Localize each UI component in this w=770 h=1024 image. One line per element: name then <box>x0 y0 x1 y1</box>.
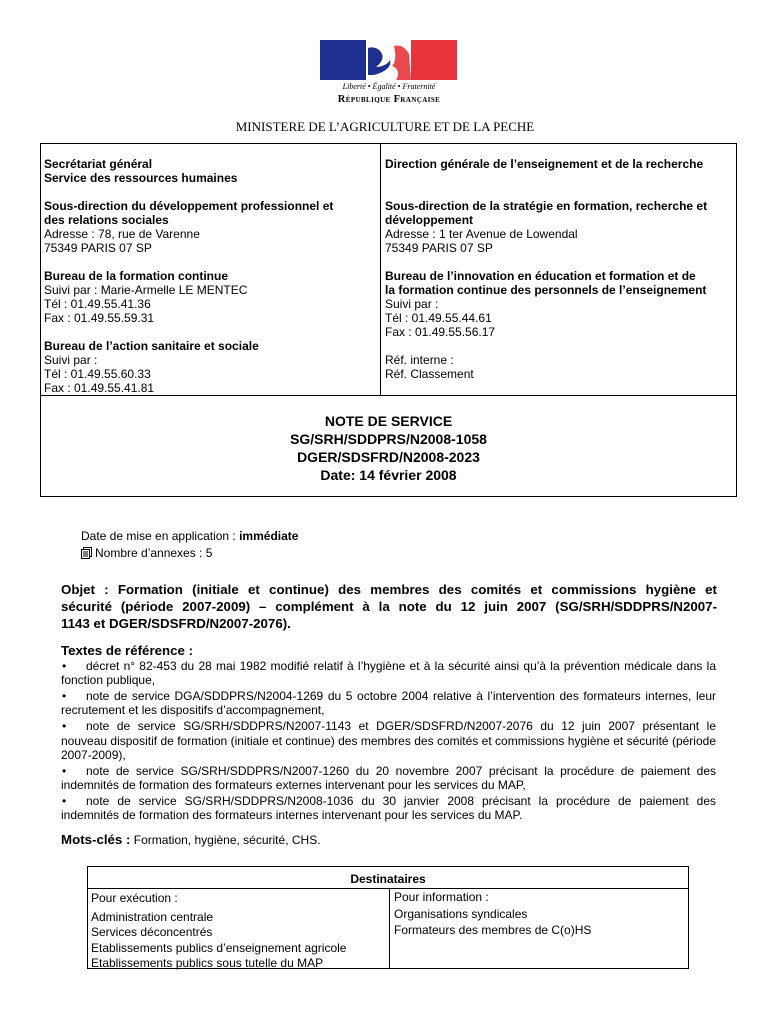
header-table <box>40 143 737 396</box>
execution-item: Services déconcentrés <box>91 925 213 939</box>
information-item: Formateurs des membres de C(o)HS <box>394 923 592 937</box>
information-heading: Pour information : <box>394 890 489 904</box>
execution-item: Etablissements publics sous tutelle du MAP <box>91 956 324 970</box>
reference-item: • note de service SG/SRH/SDDPRS/N2008-1036 du 30 janvier 2008 précisant la procédure de paiement des indemnités de formation des formateurs internes intervenant pour les services du MAP. <box>61 794 716 823</box>
references-list <box>61 659 716 824</box>
sender-line: Suivi par : Marie-Armelle LE MENTEC <box>44 283 248 297</box>
marianne-icon <box>366 40 411 80</box>
keywords-label: Mots-clés : <box>61 832 131 847</box>
sender-line: Bureau de l’action sanitaire et sociale <box>44 339 259 353</box>
direction-line: Adresse : 1 ter Avenue de Lowendal <box>385 227 578 241</box>
references-heading: Textes de référence : <box>61 643 194 658</box>
republic-motto: Liberté • Égalité • Fraternité <box>342 82 436 91</box>
reference-item: • note de service DGA/SDDPRS/N2004-1269 du 5 octobre 2004 relative à l’intervention des formateurs internes, leur recrutement et les dispositifs d’accompagnement, <box>61 689 716 718</box>
republic-logo <box>320 40 458 105</box>
sender-line: Fax : 01.49.55.59.31 <box>44 311 155 325</box>
french-flag-icon <box>320 40 457 80</box>
application-label: Date de mise en application : <box>81 529 240 543</box>
sender-line: Tél : 01.49.55.41.36 <box>44 297 151 311</box>
application-date <box>81 529 298 543</box>
direction-line: 75349 PARIS 07 SP <box>385 241 493 255</box>
republic-name: République Française <box>337 94 441 105</box>
recipients-title: Destinataires <box>350 872 426 886</box>
bullet-icon: • <box>62 689 67 704</box>
reference-item: • décret n° 82-453 du 28 mai 1982 modifié relatif à l’hygiène et à la sécurité ainsi qu’à la prévention médicale dans la fonction publique, <box>61 659 716 688</box>
subject-paragraph <box>61 581 717 632</box>
reference-item: • note de service SG/SRH/SDDPRS/N2007-1260 du 20 novembre 2007 précisant la procédure de paiement des indemnités de formation des formateurs externes intervenant pour les services du MAP, <box>61 763 716 793</box>
note-reference: SG/SRH/SDDPRS/N2008-1058 <box>290 431 487 447</box>
recipients-execution <box>91 891 346 972</box>
recipients-table <box>87 866 689 969</box>
annex-text: Nombre d’annexes : 5 <box>95 546 213 560</box>
bullet-icon: • <box>62 719 67 734</box>
direction-line: Direction générale de l’enseignement et de la recherche <box>385 157 704 171</box>
recipients-information <box>394 889 591 938</box>
application-value: immédiate <box>239 529 299 543</box>
execution-item: Etablissements publics d’enseignement agricole <box>91 940 347 955</box>
direction-column <box>385 157 735 381</box>
document-icon <box>81 547 92 559</box>
note-box <box>40 396 737 497</box>
direction-line: développement <box>385 213 474 227</box>
information-item: Organisations syndicales <box>394 907 528 921</box>
bullet-icon: • <box>62 794 67 809</box>
sender-line: Bureau de la formation continue <box>44 269 229 283</box>
sender-line: Secrétariat général <box>44 157 153 171</box>
sender-column <box>44 157 374 395</box>
subject-line: sécurité (période 2007-2009) – complément à la note du 12 juin 2007 (SG/SRH/SDDPRS/N2007- <box>61 599 717 614</box>
sender-line: Sous-direction du développement professionnel et <box>44 199 334 213</box>
subject-line: Objet : Formation (initiale et continue) des membres des comités et commissions hygiène et <box>61 582 717 597</box>
direction-line: Réf. Classement <box>385 367 474 381</box>
sender-line: Tél : 01.49.55.60.33 <box>44 367 151 381</box>
reference-item: • note de service SG/SRH/SDDPRS/N2007-1143 et DGER/SDSFRD/N2007-2076 du 12 juin 2007 présentant le nouveau dispositif de formation (initiale et continue) des membres des comités et commissions hygiène et sécurité (période 2007-2009), <box>61 719 716 762</box>
keywords <box>61 832 321 847</box>
keywords-value: Formation, hygiène, sécurité, CHS. <box>130 833 321 847</box>
note-title: NOTE DE SERVICE <box>324 413 453 429</box>
execution-item: Administration centrale <box>91 909 214 924</box>
direction-line: Suivi par : <box>385 297 439 311</box>
direction-line: la formation continue des personnels de l’enseignement <box>385 283 707 297</box>
sender-line: des relations sociales <box>44 213 169 227</box>
direction-line: Sous-direction de la stratégie en formation, recherche et <box>385 199 708 213</box>
direction-line: Bureau de l’innovation en éducation et formation et de <box>385 269 696 283</box>
direction-line: Réf. interne : <box>385 353 454 367</box>
sender-line: 75349 PARIS 07 SP <box>44 241 152 255</box>
note-date: Date: 14 février 2008 <box>320 467 457 483</box>
sender-line: Service des ressources humaines <box>44 171 238 185</box>
annex-count <box>81 546 212 560</box>
ministry-title: MINISTERE DE L’AGRICULTURE ET DE LA PECHE <box>235 119 535 134</box>
direction-line: Fax : 01.49.55.56.17 <box>385 325 496 339</box>
subject-line: 1143 et DGER/SDSFRD/N2007-2076). <box>61 616 291 631</box>
sender-line: Suivi par : <box>44 353 98 367</box>
bullet-icon: • <box>62 763 67 778</box>
direction-line: Tél : 01.49.55.44.61 <box>385 311 492 325</box>
note-reference: DGER/SDSFRD/N2008-2023 <box>297 449 480 465</box>
execution-heading: Pour exécution : <box>91 891 178 905</box>
sender-line: Fax : 01.49.55.41.81 <box>44 381 155 395</box>
sender-line: Adresse : 78, rue de Varenne <box>44 227 200 241</box>
bullet-icon: • <box>62 659 67 673</box>
